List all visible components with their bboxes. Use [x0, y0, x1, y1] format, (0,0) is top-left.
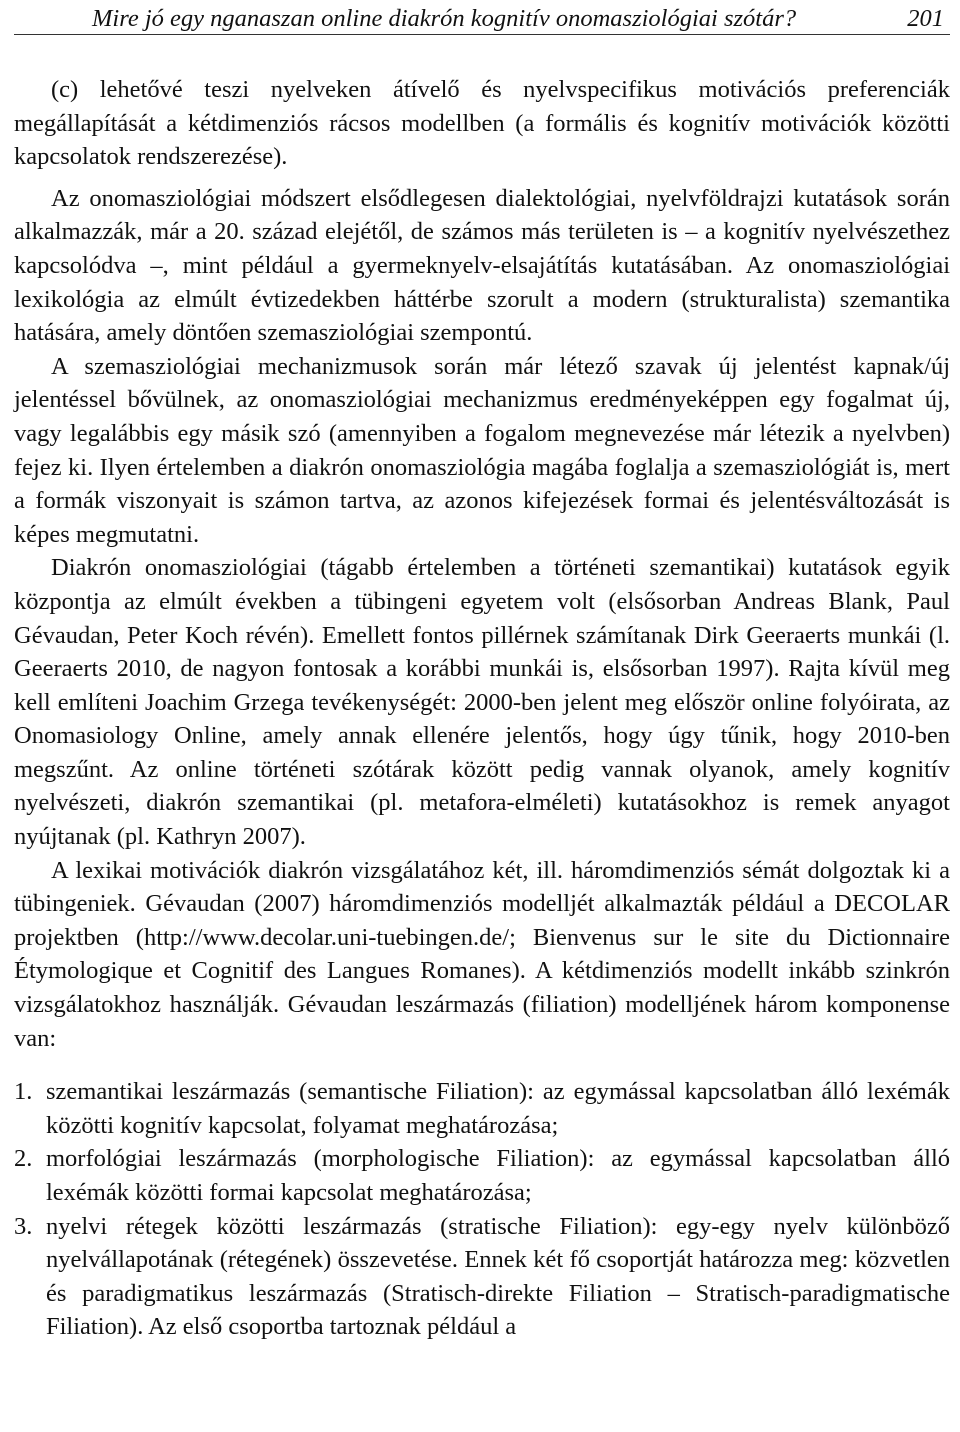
page-number: 201	[907, 5, 944, 32]
list-item-number: 3.	[14, 1212, 33, 1240]
list-item-number: 1.	[14, 1078, 33, 1106]
page	[14, 0, 950, 1344]
list-item	[14, 1210, 950, 1344]
filiation-components-list	[14, 1075, 950, 1344]
running-title: Mire jó egy nganaszan online diakrón kognitív onomasziológiai szótár?	[92, 5, 797, 32]
list-item-text: szemantikai leszármazás (semantische Filiation): az egymással kapcsolatban álló lexémák közötti kognitív kapcsolat, folyamat meghatározása;	[46, 1078, 950, 1139]
list-item	[14, 1142, 950, 1209]
list-item-number: 2.	[14, 1145, 33, 1173]
list-item-text: nyelvi rétegek közötti leszármazás (stratische Filiation): egy-egy nyelv különböző nyelvállapotának (rétegének) összevetése. Ennek két fő csoportját határozza meg: közvetlen és paradigmatikus leszármazás (Stratisch-direkte Filiation – Stratisch-paradigmatische Filiation). Az első csoportba tartoznak például a	[46, 1212, 950, 1341]
paragraph-5: A lexikai motivációk diakrón vizsgálatához két, ill. háromdimenziós sémát dolgoztak ki a tübingeniek. Gévaudan (2007) háromdimenziós modelljét alkalmazták például a DECOLAR projektben (http://www.decolar.uni-tuebingen.de/; Bienvenus sur le site du Dictionnaire Étymologique et Cognitif des Langues Romanes). A kétdimenziós modellt inkább szinkrón vizsgálatokhoz használják. Gévaudan leszármazás (filiation) modelljének három komponense van:	[14, 856, 950, 1052]
paragraph-3: A szemasziológiai mechanizmusok során már létező szavak új jelentést kapnak/új jelentéssel bővülnek, az onomasziológiai mechanizmus eredményeképpen egy fogalmat új, vagy legalábbis egy másik szó (amennyiben a fogalom megnevezése már létezik a nyelvben) fejez ki. Ilyen értelemben a diakrón onomasziológia magába foglalja a szemasziológiát is, mert a formák viszonyait is számon tartva, az azonos kifejezések formai és jelentésváltozását is képes megmutatni.	[14, 352, 950, 548]
list-item-text: morfológiai leszármazás (morphologische Filiation): az egymással kapcsolatban álló lexémák közötti formai kapcsolat meghatározása;	[46, 1145, 950, 1206]
running-head	[14, 0, 950, 35]
paragraph-2: Az onomasziológiai módszert elsődlegesen dialektológiai, nyelvföldrajzi kutatások során alkalmazzák, már a 20. század elejétől, de számos más területen is – a kognitív nyelvészethez kapcsolódva –, mint például a gyermeknyelv-elsajátítás kutatásában. Az onomasziológiai lexikológia az elmúlt évtizedekben háttérbe szorult a modern (strukturalista) szemantika hatására, amely döntően szemasziológiai szempontú.	[14, 184, 950, 347]
list-item	[14, 1075, 950, 1142]
body-text	[14, 35, 950, 1344]
paragraph-1: (c) lehetővé teszi nyelveken átívelő és nyelvspecifikus motivációs preferenciák megállapítását a kétdimenziós rácsos modellben (a formális és kognitív motivációk közötti kapcsolatok rendszerezése).	[14, 76, 950, 171]
paragraph-4: Diakrón onomasziológiai (tágabb értelemben a történeti szemantikai) kutatások egyik központja az elmúlt években a tübingeni egyetem volt (elsősorban Andreas Blank, Paul Gévaudan, Peter Koch révén). Emellett fontos pillérnek számítanak Dirk Geeraerts munkái (l. Geeraerts 2010, de nagyon fontosak a korábbi munkái is, elsősorban 1997). Rajta kívül meg kell említeni Joachim Grzega tevékenységét: 2000-ben jelent meg először online folyóirata, az Onomasiology Online, amely annak ellenére jelentős, hogy úgy tűnik, hogy 2010-ben megszűnt. Az online történeti szótárak között pedig vannak olyanok, amely kognitív nyelvészeti, diakrón szemantikai (pl. metafora-elméleti) kutatásokhoz is remek anyagot nyújtanak (pl. Kathryn 2007).	[14, 554, 950, 851]
